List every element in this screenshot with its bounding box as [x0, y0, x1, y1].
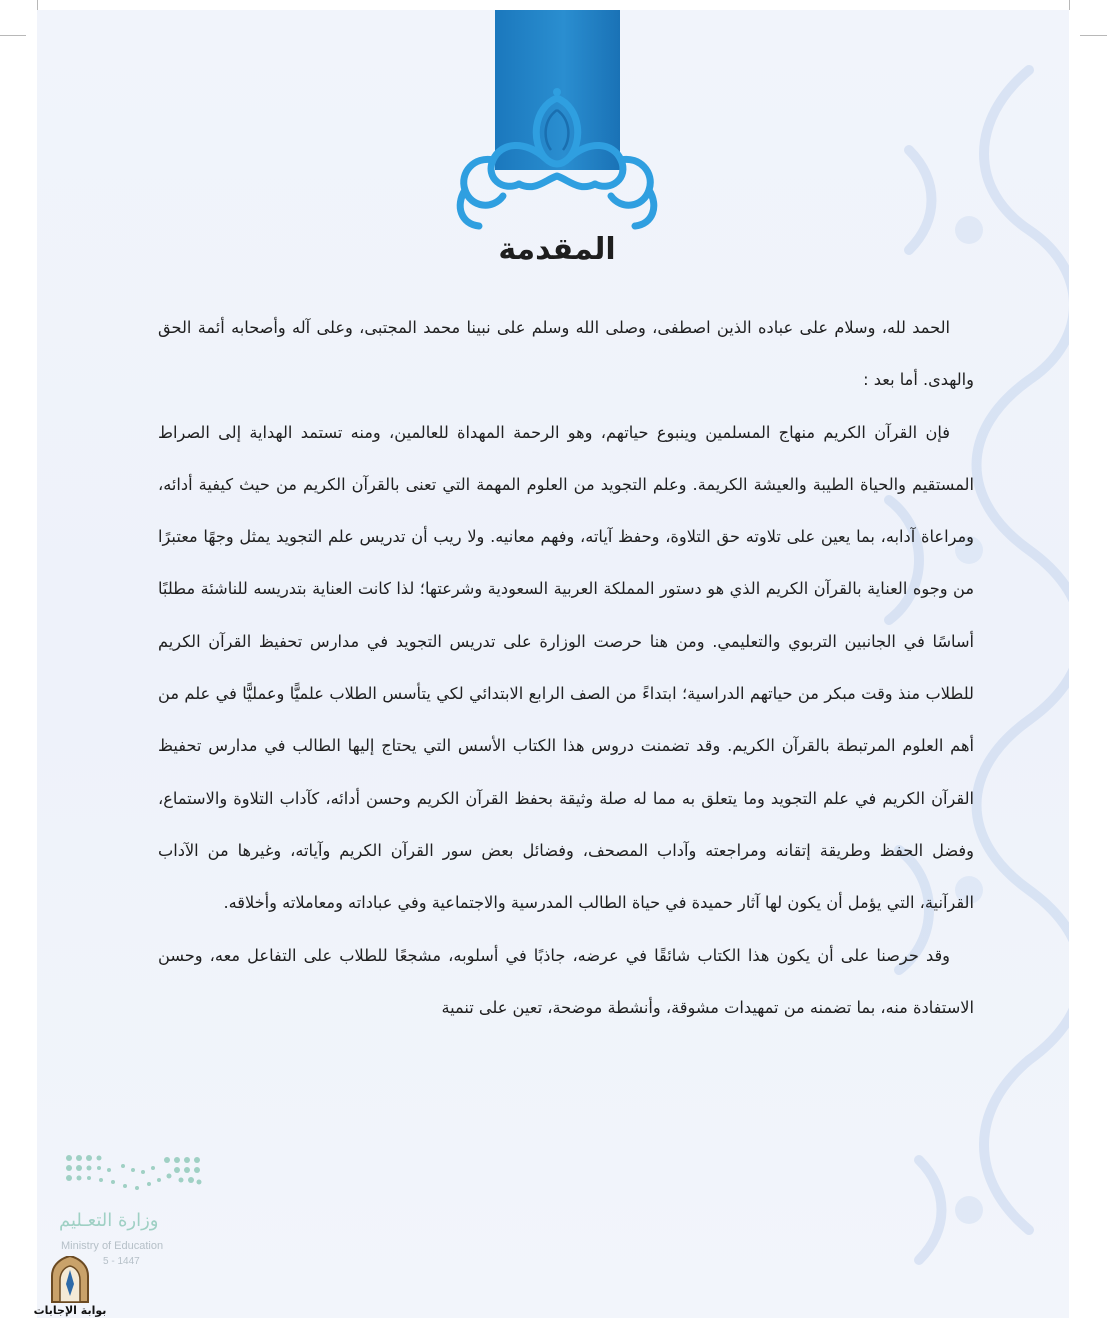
ministry-year: 5 - 1447	[103, 1256, 140, 1267]
book-page	[37, 10, 1069, 1318]
introduction-text	[158, 302, 974, 1034]
ministry-name-arabic: وزارة التعـليم	[59, 1210, 159, 1231]
watermark-arch-icon	[30, 1256, 110, 1304]
ministry-dots-icon	[63, 1152, 203, 1196]
paragraph-main: فإن القرآن الكريم منهاج المسلمين وينبوع حياتهم، وهو الرحمة المهداة للعالمين، ومنه تستمد الهداية إلى الصراط المستقيم والحياة الطيبة والعيشة الكريمة. وعلم التجويد من العلوم المهمة التي تعنى بالقرآن الكريم من حيث كيفية أدائه، ومراعاة آدابه، بما يعين على تلاوته حق التلاوة، وحفظ آياته، وفهم معانيه. ولا ريب أن تدريس علم التجويد يمثل وجهًا معتبرًا من وجوه العناية بالقرآن الكريم الذي هو دستور المملكة العربية السعودية وشرعتها؛ لذا كانت العناية بتدريسه للناشئة مطلبًا أساسًا في الجانبين التربوي والتعليمي. ومن هنا حرصت الوزارة على تدريس التجويد في مدارس تحفيظ القرآن الكريم للطلاب منذ وقت مبكر من حياتهم الدراسية؛ ابتداءً من الصف الرابع الابتدائي لكي يتأسس الطلاب علميًّا وعمليًّا في علم من أهم العلوم المرتبطة بالقرآن الكريم. وقد تضمنت دروس هذا الكتاب الأسس التي يحتاج إليها الطالب في مدارس تحفيظ القرآن الكريم في علم التجويد وما يتعلق به مما له صلة وثيقة بحفظ القرآن الكريم وحسن أدائه، كآداب التلاوة والاستماع، وفضل الحفظ وطريقة إتقانه ومراجعته وآداب المصحف، وفضائل بعض سور القرآن الكريم وآياته، وغيرها من الآداب القرآنية، التي يؤمل أن يكون لها آثار حميدة في حياة الطالب المدرسية والاجتماعية وفي عباداته ومعاملاته وأخلاقه.	[158, 422, 974, 913]
paragraph-closing: وقد حرصنا على أن يكون هذا الكتاب شائقًا في عرضه، جاذبًا في أسلوبه، مشجعًا للطلاب على التفاعل معه، وحسن الاستفادة منه، بما تضمنه من تمهيدات مشوقة، وأنشطة موضحة، تعين على تنمية	[158, 945, 974, 1017]
page-title: المقدمة	[498, 232, 616, 267]
answers-gate-watermark	[30, 1256, 110, 1328]
arabesque-emblem-icon	[445, 80, 670, 240]
watermark-text: بوابة الإجابات	[33, 1304, 107, 1317]
ministry-name-english: Ministry of Education	[61, 1240, 164, 1252]
ministry-logo	[59, 1152, 209, 1272]
paragraph-opening: الحمد لله، وسلام على عباده الذين اصطفى، وصلى الله وسلم على نبينا محمد المجتبى، وعلى آله وأصحابه أئمة الحق والهدى. أما بعد :	[158, 318, 974, 390]
